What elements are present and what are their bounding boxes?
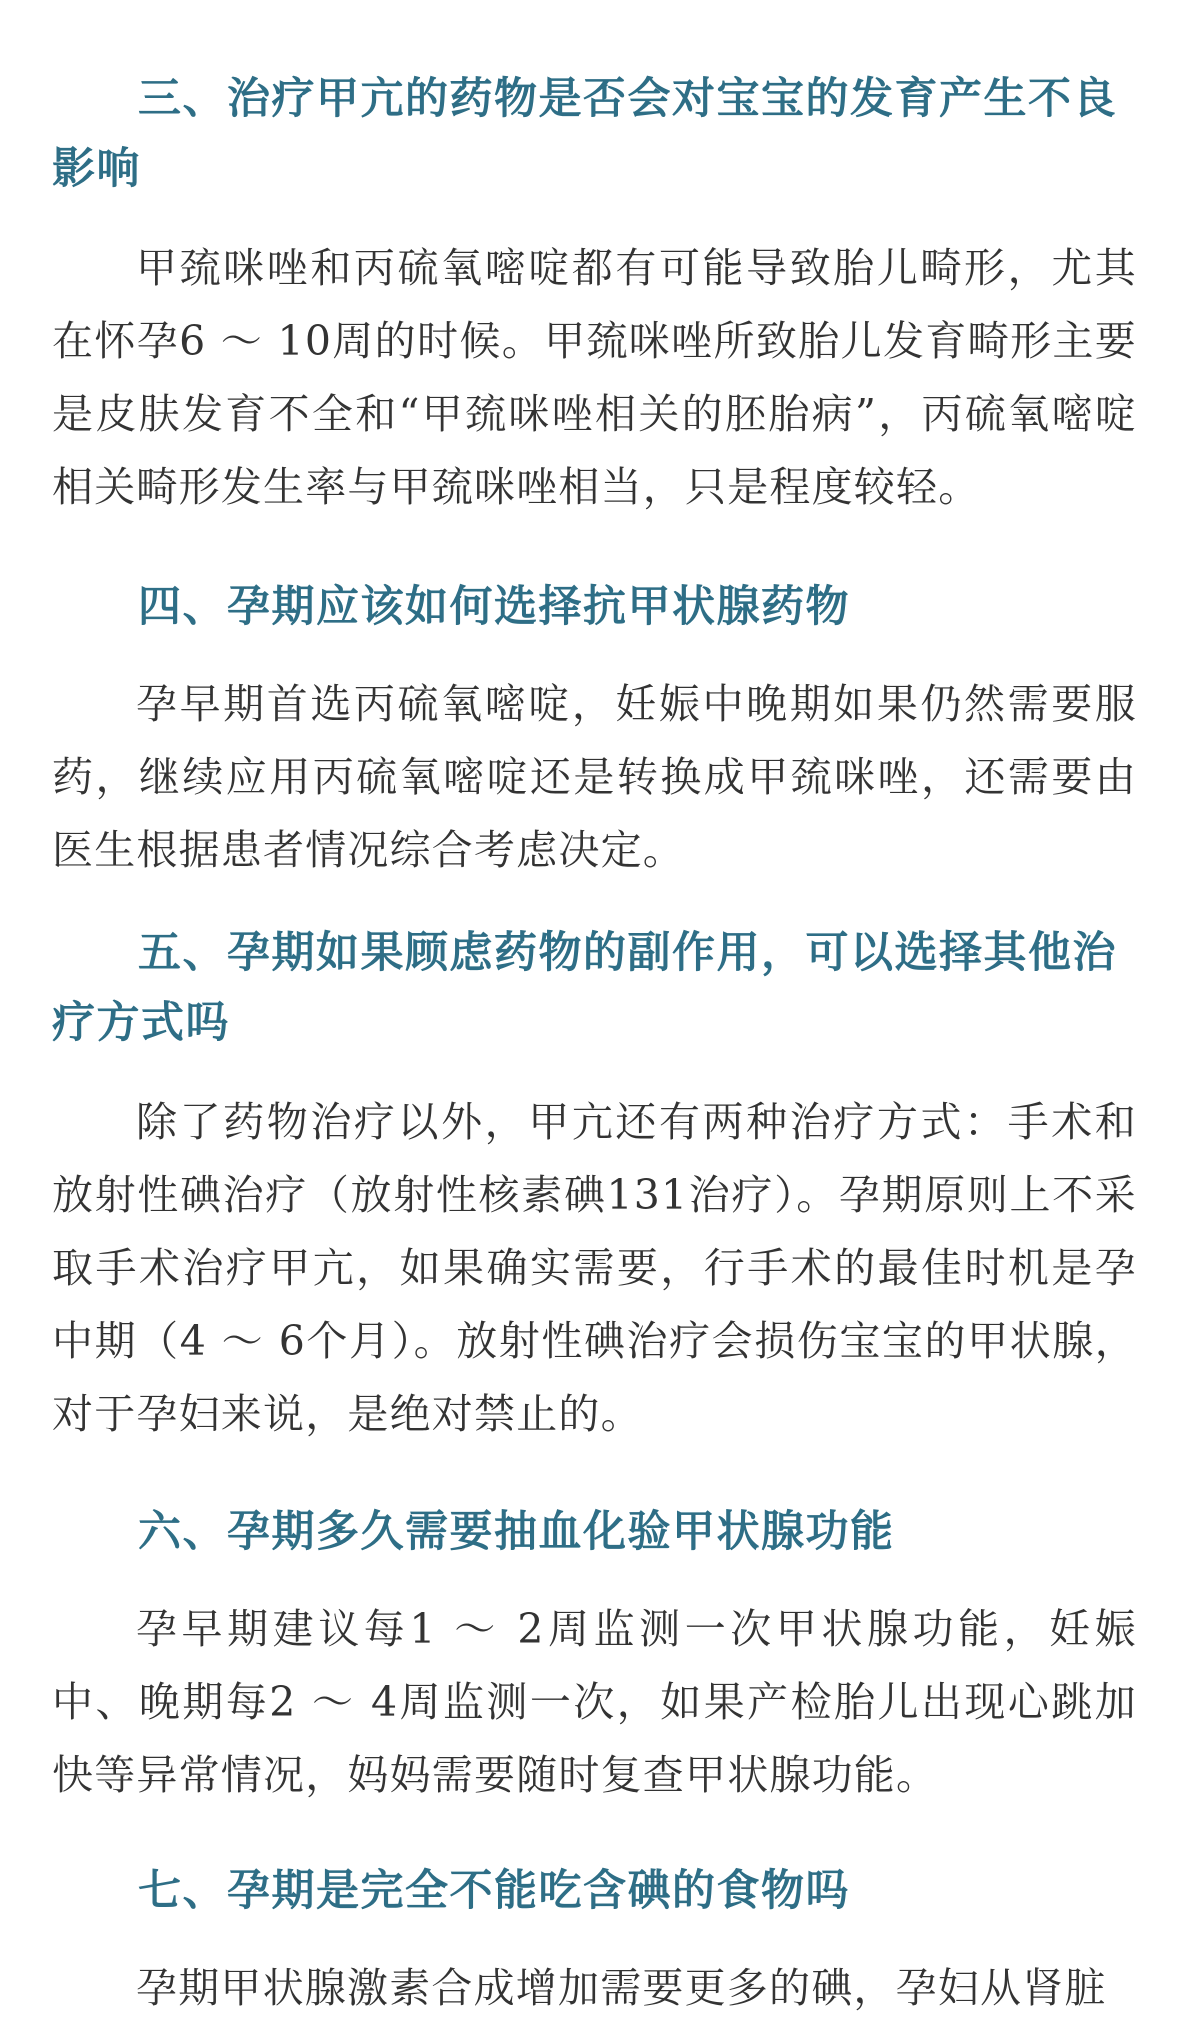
section-heading: 七、孕期是完全不能吃含碘的食物吗 xyxy=(138,1866,850,1916)
section-3 xyxy=(52,64,1137,524)
section-heading: 四、孕期应该如何选择抗甲状腺药物 xyxy=(138,582,850,632)
section-4 xyxy=(52,572,1137,887)
section-heading: 三、治疗甲亢的药物是否会对宝宝的发育产生不良影响 xyxy=(52,74,1117,194)
section-5 xyxy=(52,918,1137,1451)
section-heading: 五、孕期如果顾虑药物的副作用，可以选择其他治疗方式吗 xyxy=(52,928,1117,1048)
section-6 xyxy=(52,1497,1137,1812)
section-paragraph: 孕期甲状腺激素合成增加需要更多的碘，孕妇从肾脏 xyxy=(136,1964,1107,2012)
section-heading: 六、孕期多久需要抽血化验甲状腺功能 xyxy=(138,1507,895,1557)
section-paragraph: 除了药物治疗以外，甲亢还有两种治疗方式：手术和放射性碘治疗（放射性核素碘131治疗）。孕期原则上不采取手术治疗甲亢，如果确实需要，行手术的最佳时机是孕中期（4 ～ 6个月）。放射性碘治疗会损伤宝宝的甲状腺，对于孕妇来说，是绝对禁止的。 xyxy=(52,1098,1137,1438)
section-paragraph: 孕早期首选丙硫氧嘧啶，妊娠中晚期如果仍然需要服药，继续应用丙硫氧嘧啶还是转换成甲巯咪唑，还需要由医生根据患者情况综合考虑决定。 xyxy=(52,680,1137,874)
section-7 xyxy=(52,1856,1137,2025)
section-paragraph: 甲巯咪唑和丙硫氧嘧啶都有可能导致胎儿畸形，尤其在怀孕6 ～ 10周的时候。甲巯咪唑所致胎儿发育畸形主要是皮肤发育不全和“甲巯咪唑相关的胚胎病”，丙硫氧嘧啶相关畸形发生率与甲巯咪唑相当，只是程度较轻。 xyxy=(52,244,1137,511)
section-paragraph: 孕早期建议每1 ～ 2周监测一次甲状腺功能，妊娠中、晚期每2 ～ 4周监测一次，如果产检胎儿出现心跳加快等异常情况，妈妈需要随时复查甲状腺功能。 xyxy=(52,1605,1137,1799)
